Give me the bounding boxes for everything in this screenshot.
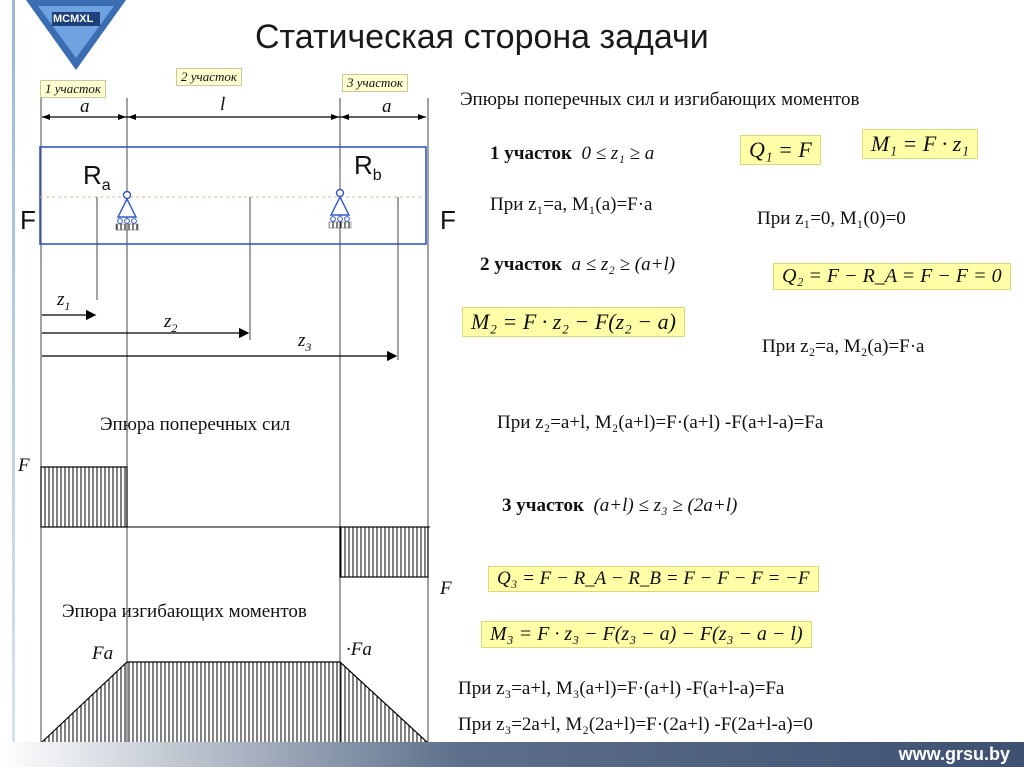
- section1-value-at-0: При z₁=0, M₁(0)=0: [757, 208, 906, 229]
- equations-heading: Эпюры поперечных сил и изгибающих моментов: [460, 89, 860, 110]
- section1-label: 1 участок: [40, 80, 106, 98]
- force-left-label: F: [20, 205, 36, 235]
- q3-formula: Q₃ = F − R_A − R_B = F − F − F = −F: [488, 566, 819, 592]
- section2-label: 2 участок: [176, 68, 242, 86]
- dim-a-left: a: [80, 96, 90, 117]
- moment-diagram-title: Эпюра изгибающих моментов: [62, 601, 307, 622]
- logo-text: MCMXL: [53, 13, 94, 25]
- beam-diagram: [0, 60, 460, 750]
- footer-bar: [0, 742, 1024, 767]
- z3-label: $z_3$: [298, 330, 312, 354]
- m1-formula: M₁ = F · z₁: [862, 129, 978, 159]
- section1-header: 1 участок 0 ≤ z₁ ≥ a: [490, 143, 655, 164]
- m2-formula: M₂ = F · z₂ − F(z₂ − a): [462, 307, 685, 337]
- section3-header: 3 участок (a+l) ≤ z₃ ≥ (2a+l): [502, 495, 738, 516]
- z2-label: $z_2$: [164, 311, 178, 335]
- moment-left-label: Fa: [92, 643, 114, 664]
- reaction-b-label: $R_b$: [354, 150, 382, 185]
- q2-formula: Q₂ = F − R_A = F − F = 0: [773, 263, 1011, 290]
- section1-value-at-a: При z₁=a, M₁(a)=F·a: [490, 194, 653, 215]
- moment-right-label: ·Fa: [346, 639, 372, 660]
- section3-value-at-2al: При z₃=2a+l, M₂(2a+l)=F·(2a+l) -F(2a+l-a)=0: [458, 714, 813, 735]
- dim-l: l: [220, 94, 226, 115]
- website-link[interactable]: www.grsu.by: [898, 744, 1010, 764]
- m3-formula: M₃ = F · z₃ − F(z₃ − a) − F(z₃ − a − l): [481, 621, 812, 648]
- shear-diagram-title: Эпюра поперечных сил: [100, 414, 291, 435]
- section2-value-at-al: При z₂=a+l, M₂(a+l)=F·(a+l) -F(a+l-a)=Fa: [497, 412, 824, 433]
- section2-value-at-a: При z₂=a, M₂(a)=F·a: [762, 336, 925, 357]
- section3-value-at-al: При z₃=a+l, M₃(a+l)=F·(a+l) -F(a+l-a)=Fa: [458, 678, 785, 699]
- z1-label: $z_1$: [57, 289, 71, 313]
- dim-a-right: a: [382, 96, 392, 117]
- section2-header: 2 участок a ≤ z₂ ≥ (a+l): [480, 254, 676, 275]
- force-right-label: F: [440, 205, 456, 235]
- reaction-a-label: $R_a$: [83, 160, 111, 195]
- shear-bottom-label: F: [440, 578, 452, 599]
- section3-label: 3 участок: [342, 74, 408, 92]
- q1-formula: Q₁ = F: [740, 135, 821, 165]
- page-title: Статическая сторона задачи: [255, 18, 709, 56]
- shear-top-label: F: [18, 455, 30, 476]
